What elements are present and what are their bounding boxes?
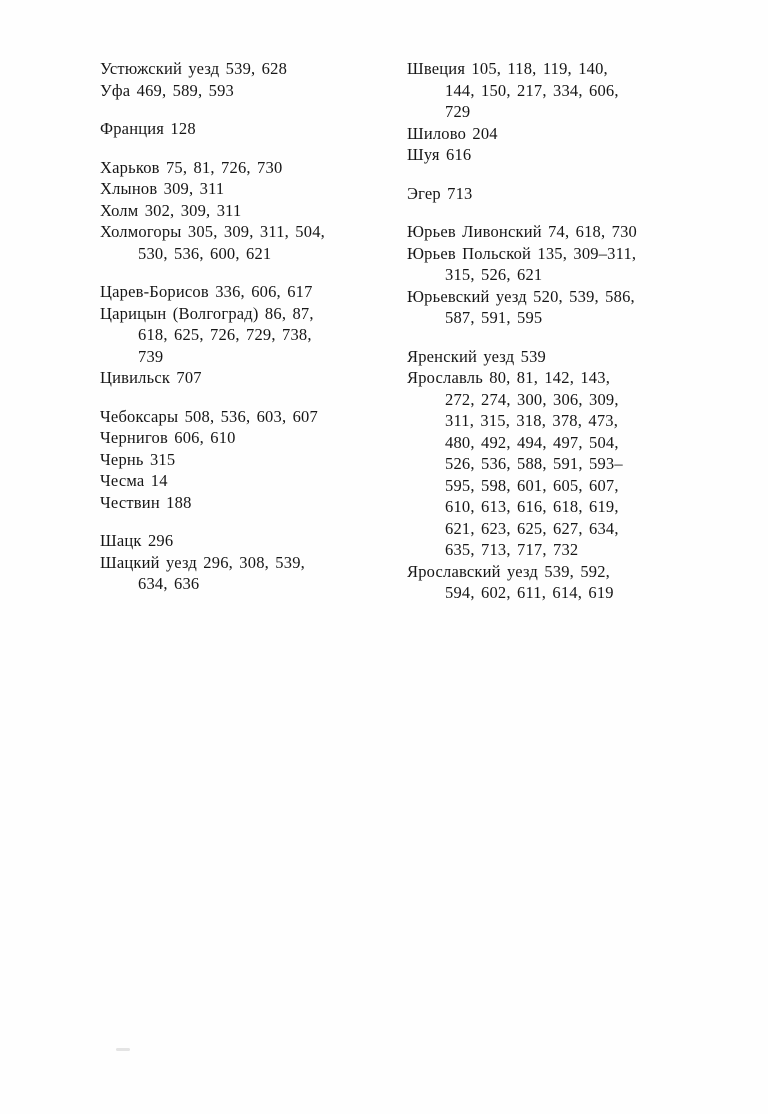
index-entry-line: Юрьев Польской 135, 309–311, — [407, 243, 637, 263]
index-entry-continuation-line: 635, 713, 717, 732 — [445, 540, 579, 559]
index-entry-line: Царицын (Волгоград) 86, 87, — [100, 303, 314, 323]
index-entry — [407, 367, 707, 561]
index-entry-continuation-line: 618, 625, 726, 729, 738, — [138, 325, 312, 344]
index-entry — [100, 157, 395, 179]
index-entry — [100, 406, 395, 428]
index-column-left — [100, 58, 395, 595]
index-entry-continuation-line: 587, 591, 595 — [445, 308, 543, 327]
index-entry-continuation-line: 530, 536, 600, 621 — [138, 243, 272, 263]
index-entry — [407, 183, 707, 205]
index-entry-line: Шилово 204 — [407, 123, 498, 143]
index-group — [407, 58, 707, 166]
index-entry-continuation-line: 634, 636 — [138, 574, 200, 593]
index-entry-line: Ярославский уезд 539, 592, — [407, 561, 610, 581]
index-entry-line: Царев-Борисов 336, 606, 617 — [100, 282, 313, 301]
index-entry-continuation-line: 594, 602, 611, 614, 619 — [445, 583, 614, 602]
index-entry — [100, 492, 395, 514]
index-entry-line: Хлынов 309, 311 — [100, 179, 225, 198]
index-entry-line: Шацк 296 — [100, 531, 174, 550]
index-entry-line: Юрьев Ливонский 74, 618, 730 — [407, 222, 637, 241]
index-entry — [100, 200, 395, 222]
index-entry-line: Шуя 616 — [407, 145, 472, 164]
index-entry — [407, 561, 707, 604]
index-entry-line: Чесма 14 — [100, 471, 168, 490]
index-entry-continuation-line: 610, 613, 616, 618, 619, — [445, 497, 619, 516]
index-entry — [407, 286, 707, 329]
index-entry-continuation-line: 526, 536, 588, 591, 593– — [445, 454, 623, 473]
index-group — [407, 221, 707, 329]
index-entry — [100, 552, 395, 595]
index-entry — [407, 123, 707, 145]
index-group — [407, 346, 707, 604]
index-entry-line: Цивильск 707 — [100, 368, 202, 387]
index-entry-line: Холмогоры 305, 309, 311, 504, — [100, 222, 325, 241]
index-entry — [407, 346, 707, 368]
index-entry — [100, 221, 395, 264]
index-entry — [100, 427, 395, 449]
index-entry-continuation-line: 621, 623, 625, 627, 634, — [445, 518, 619, 538]
index-entry-continuation-line: 595, 598, 601, 605, 607, — [445, 475, 619, 495]
index-entry — [100, 530, 395, 552]
index-entry-line: Чествин 188 — [100, 492, 192, 512]
index-group — [100, 157, 395, 265]
index-entry — [407, 221, 707, 243]
index-entry-line: Уфа 469, 589, 593 — [100, 80, 234, 100]
index-entry-line: Чебоксары 508, 536, 603, 607 — [100, 406, 318, 426]
index-entry-line: Юрьевский уезд 520, 539, 586, — [407, 286, 635, 306]
index-entry-line: Яренский уезд 539 — [407, 346, 546, 366]
index-entry-line: Швеция 105, 118, 119, 140, — [407, 59, 608, 78]
index-entry-line: Чернь 315 — [100, 449, 176, 469]
index-entry-continuation-line: 315, 526, 621 — [445, 265, 543, 284]
index-entry — [407, 243, 707, 286]
index-entry — [100, 303, 395, 368]
index-entry — [100, 470, 395, 492]
index-entry-continuation-line: 729 — [445, 102, 471, 121]
index-entry-line: Холм 302, 309, 311 — [100, 200, 242, 220]
index-group — [100, 406, 395, 514]
index-entry — [100, 367, 395, 389]
index-entry-line: Франция 128 — [100, 119, 196, 138]
index-entry-continuation-line: 144, 150, 217, 334, 606, — [445, 80, 619, 100]
index-entry-continuation-line: 480, 492, 494, 497, 504, — [445, 432, 619, 452]
index-entry-continuation-line: 739 — [138, 346, 164, 366]
index-group — [100, 530, 395, 595]
index-entry-line: Чернигов 606, 610 — [100, 428, 236, 447]
index-entry-line: Харьков 75, 81, 726, 730 — [100, 157, 283, 177]
index-entry — [100, 178, 395, 200]
index-entry-line: Эгер 713 — [407, 183, 473, 203]
index-entry — [100, 58, 395, 80]
index-entry-line: Устюжский уезд 539, 628 — [100, 59, 288, 78]
index-entry-continuation-line: 272, 274, 300, 306, 309, — [445, 389, 619, 409]
index-column-right — [407, 58, 707, 604]
index-group — [100, 58, 395, 101]
index-entry — [100, 281, 395, 303]
index-entry-line: Ярославль 80, 81, 142, 143, — [407, 368, 611, 387]
index-entry — [100, 80, 395, 102]
index-entry-line: Шацкий уезд 296, 308, 539, — [100, 552, 305, 572]
index-entry-continuation-line: 311, 315, 318, 378, 473, — [445, 411, 619, 430]
index-group — [407, 183, 707, 205]
index-group — [100, 281, 395, 389]
index-entry — [407, 144, 707, 166]
index-entry — [407, 58, 707, 123]
index-group — [100, 118, 395, 140]
index-entry — [100, 449, 395, 471]
scan-artifact — [116, 1048, 130, 1051]
index-entry — [100, 118, 395, 140]
